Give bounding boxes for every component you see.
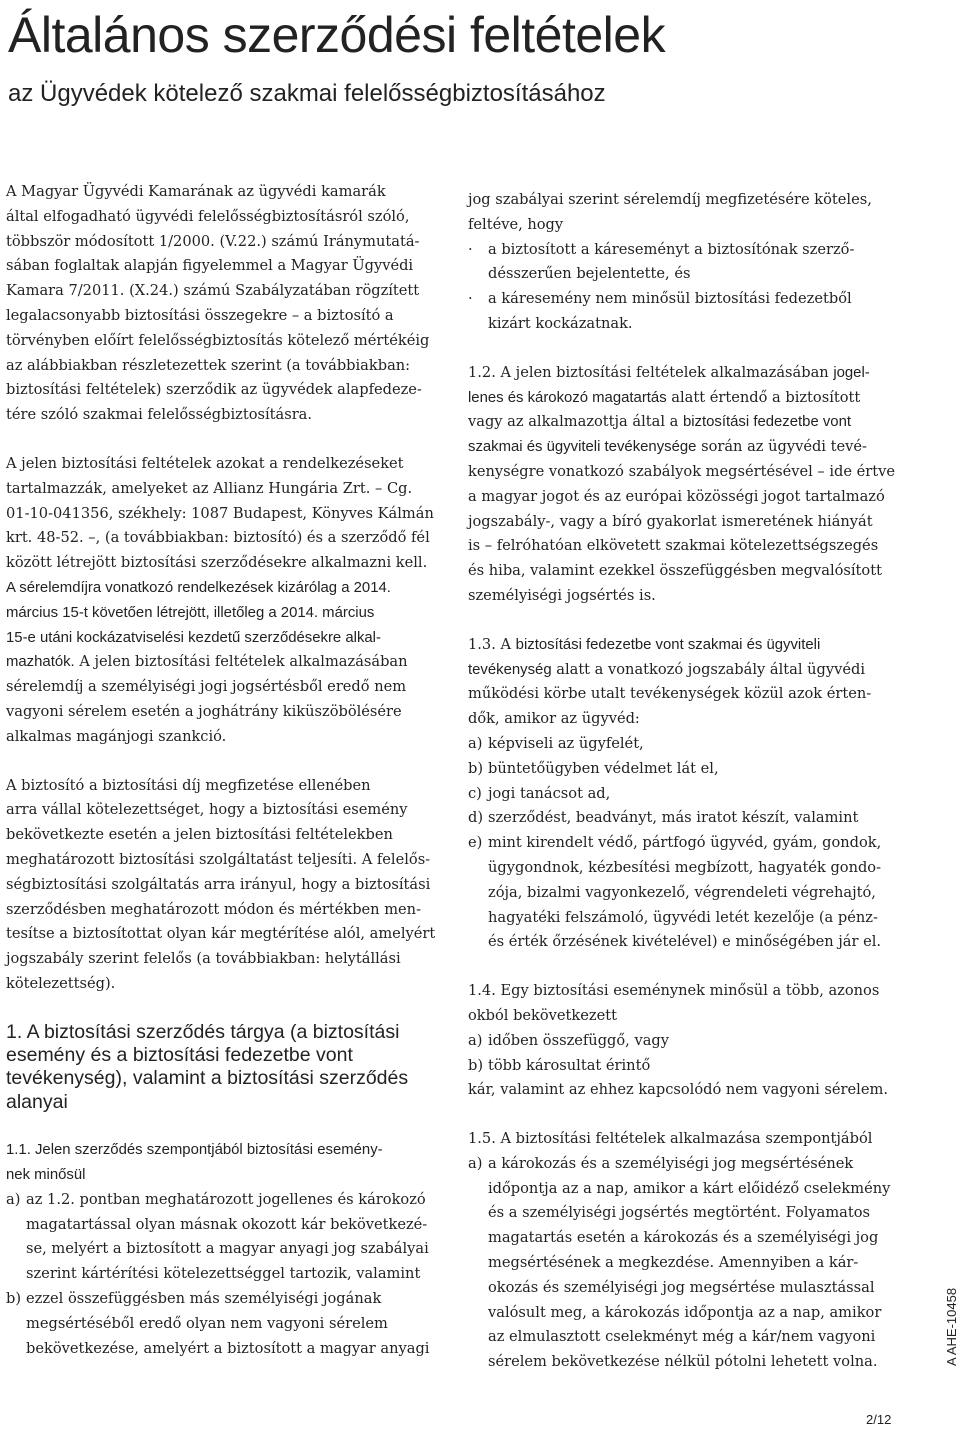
intro-paragraph-3 [6,774,446,997]
text-line: 01-10-041356, székhely: 1087 Budapest, Könyves Kálmán [6,504,434,522]
list-item [468,782,908,807]
list-item [468,1029,908,1054]
text-line [468,435,908,460]
text-line: feltéve, hogy [468,215,564,233]
text-span: A jelen biztosítási feltételek alkalmazásában [74,653,408,671]
text-line: ezzel összefüggésben más személyiségi jogának [26,1290,382,1308]
text-line: megsértéséből eredő olyan nem vagyoni sérelem [26,1314,388,1332]
list-marker: a) [468,1154,483,1172]
text-line: bekövetkezte esetén a jelen biztosítási feltételekben [6,826,393,844]
text-line: okból bekövetkezett [468,1006,617,1024]
list-item [6,1188,446,1287]
text-line: büntetőügyben védelmet lát el, [488,759,719,777]
text-line: a biztosított a káreseményt a biztosítónak szerző- [488,240,855,258]
text-line [468,633,908,658]
text-line: tesítse a biztosítottat olyan kár megtérítése alól, amelyért [6,925,436,943]
list-item [468,732,908,757]
bullet-item [468,287,908,337]
text-line: magatartás esetén a károkozás és a személyiségi jog [488,1229,879,1247]
list-marker: b) [6,1290,22,1308]
text-line: valósult meg, a károkozás időpontja az a nap, amikor [488,1303,882,1321]
list-item [6,1287,446,1361]
text-line [468,386,908,411]
paragraph-1-2 [468,361,908,609]
section-1-heading [6,1021,446,1115]
continued-paragraph [468,188,908,337]
text-span: 1.3. A [468,635,516,653]
text-line: krt. 48-52. –, (a továbbiakban: biztosító) és a szerződő fél [6,529,430,547]
text-line: magatartással olyan másnak okozott kár bekövetkezé- [26,1215,428,1233]
text-span: 1.2. A jelen biztosítási feltételek alkalmazásában [468,363,834,381]
bullet-marker: · [468,290,473,308]
text-line: jog szabályai szerint sérelemdíj megfizetésére köteles, [468,191,872,208]
text-line: zója, bizalmi vagyonkezelő, végrendeleti végrehajtó, [488,883,876,901]
text-line: sérelem bekövetkezése nélkül pótolni lehetett volna. [488,1353,878,1371]
text-line: jogi tanácsot ad, [488,784,611,802]
emphasis-line: 15-e utáni kockázatviselési kezdetű szerződésekre alkal- [6,629,381,646]
emphasis-text: biztosítási fedezetbe vont szakmai és ügyviteli [515,636,821,653]
document-code: A AHE-10458 [944,1287,959,1366]
text-line: az alábbiakban részletezettek szerint (a továbbiakban: [6,356,411,374]
text-line: szerződést, beadványt, más iratot készít, valamint [488,809,859,827]
text-line: sérelemdíj a személyiségi jogi jogsértésből eredő nem [6,678,407,696]
list-item [468,806,908,831]
text-line: jogszabály-, vagy a bíró gyakorlat ismeretének hiányát [468,512,873,530]
text-line: képviseli az ügyfelét, [488,734,644,752]
text-line: a káresemény nem minősül biztosítási fedezetből [488,290,852,308]
paragraph-1-3 [468,633,908,955]
emphasis-line: A sérelemdíjra vonatkozó rendelkezések kizárólag a 2014. [6,579,391,596]
text-line: időpontja az a nap, amikor a kárt előidéző cselekmény [488,1179,891,1197]
text-line: okozás és személyiségi jog megsértése mulasztással [488,1278,875,1296]
text-line: törvényben előírt felelősségbiztosítás kötelező mértékéig [6,331,430,349]
emphasis-text: szakmai és ügyviteli tevékenysége [468,439,697,456]
heading-line: 1. A biztosítási szerződés tárgya (a biztosítási [6,1020,400,1043]
text-span: során az ügyvédi tevé- [696,438,867,456]
emphasis-text: lenes és károkozó magatartás [468,389,667,406]
text-span: vagy az alkalmazottja által a [468,413,683,431]
text-line [6,1138,446,1163]
text-line: se, melyért a biztosított a magyar anyagi jog szabályai [26,1240,429,1258]
text-line: a magyar jogot és az európai közösségi jogot tartalmazó [468,487,885,505]
emphasis-text: tevékenység [468,661,552,678]
text-line: sában foglaltak alapján figyelemmel a Magyar Ügyvédi [6,257,414,275]
list-item [468,831,908,955]
text-line [468,658,908,683]
paragraph-1-4 [468,979,908,1103]
text-span: alatt értendő a biztosított [666,388,861,406]
text-line: többször módosított 1/2000. (V.22.) számú Iránymutatá- [6,232,420,250]
list-marker: a) [6,1190,21,1208]
text-line [468,361,908,386]
intro-paragraph-1 [6,180,446,428]
list-marker: c) [468,784,482,802]
text-line: A Magyar Ügyvédi Kamarának az ügyvédi kamarák [6,183,386,200]
list-marker: e) [468,834,483,852]
list-marker: b) [468,759,484,777]
text-line: 1.5. A biztosítási feltételek alkalmazása szempontjából [468,1130,873,1148]
text-line: bekövetkezése, amelyért a biztosított a magyar anyagi [26,1339,430,1357]
text-line: kár, valamint az ehhez kapcsolódó nem vagyoni sérelem. [468,1081,888,1099]
text-line [468,410,908,435]
text-line [6,650,446,675]
list-item [468,1152,908,1375]
emphasis-line: nek minősül [6,1167,86,1184]
text-line: és a személyiségi jogsértés megtörtént. Folyamatos [488,1204,871,1222]
list-marker: a) [468,1031,483,1049]
text-line: alkalmas magánjogi szankció. [6,727,227,745]
text-line: szerződésben meghatározott módon és mértékben men- [6,900,422,918]
text-line: kizárt kockázatnak. [488,314,633,332]
text-line: is – felróhatóan elkövetett szakmai kötelezettségszegés [468,537,879,555]
text-line: az elmulasztott cselekményt még a kár/nem vagyoni [488,1328,876,1346]
left-column [6,180,446,1361]
text-line: dők, amikor az ügyvéd: [468,710,640,728]
list-item [468,757,908,782]
emphasis-text: mazhatók. [6,654,75,671]
text-line: kötelezettség). [6,974,116,992]
intro-paragraph-2 [6,452,446,750]
paragraph-1-5 [468,1127,908,1375]
text-line: vagyoni sérelem esetén a joghátrány kiküszöbölésére [6,702,402,720]
emphasis-text: biztosítási fedezetbe vont [682,414,852,431]
text-line: ségbiztosítási szolgáltatás arra irányul, hogy a biztosítási [6,875,431,893]
list-marker: a) [468,734,483,752]
text-line: időben összefüggő, vagy [488,1031,669,1049]
text-line: személyiségi jogsértés is. [468,586,656,604]
text-line: meghatározott biztosítási szolgáltatást teljesíti. A felelős- [6,850,431,868]
bullet-marker: · [468,240,473,258]
text-line: 1.4. Egy biztosítási eseménynek minősül a több, azonos [468,982,880,1000]
text-line: biztosítási feltételek) szerződik az ügyvédek alapfedeze- [6,381,422,399]
text-line: tartalmazzák, amelyeket az Allianz Hungária Zrt. – Cg. [6,479,413,497]
text-line: a károkozás és a személyiségi jog megsértésének [488,1154,854,1172]
text-line: legalacsonyabb biztosítási összegekre – a biztosító a [6,306,394,324]
text-line: A biztosító a biztosítási díj megfizetése ellenében [6,776,371,794]
text-line: több károsultat érintő [488,1056,651,1074]
list-marker: b) [468,1056,484,1074]
heading-line: tevékenység), valamint a biztosítási szerződés [6,1067,409,1090]
text-line: között létrejött biztosítási szerződésekre alkalmazni kell. [6,554,428,572]
list-marker: d) [468,809,484,827]
text-line: és érték őrzésének kivételével) e minőségében jár el. [488,933,882,951]
text-line: ügygondnok, kézbesítési megbízott, hagyaték gondo- [488,858,882,876]
text-line: szerint kártérítési kötelezettséggel tartozik, valamint [26,1265,421,1283]
text-line: Kamara 7/2011. (X.24.) számú Szabályzatában rögzített [6,282,420,300]
emphasis-text: biztosítási esemény- [246,1142,383,1159]
text-span: alatt a vonatkozó jogszabály által ügyvédi [551,660,866,678]
right-column [468,188,908,1375]
emphasis-line: március 15-t követően létrejött, illetőleg a 2014. március [6,604,375,621]
emphasis-text: jogel- [833,364,870,381]
list-item [468,1054,908,1079]
text-line: désszerűen bejelentette, és [488,265,691,283]
text-span: 1.1. Jelen szerződés szempontjából [6,1142,247,1159]
text-line: mint kirendelt védő, pártfogó ügyvéd, gyám, gondok, [488,834,882,852]
text-line: kenységre vonatkozó szabályok megsértésével – ide értve [468,462,895,480]
text-line: tére szóló szakmai felelősségbiztosításra. [6,406,313,424]
heading-line: esemény és a biztosítási fedezetbe vont [6,1044,353,1067]
text-line: és hiba, valamint ezekkel összefüggésben megvalósított [468,562,882,580]
page-number: 2/12 [866,1412,892,1427]
text-line: A jelen biztosítási feltételek azokat a rendelkezéseket [6,454,404,472]
heading-line: alanyai [6,1090,68,1113]
document-title: Általános szerződési feltételek [8,7,666,63]
text-line: működési körbe utalt tevékenységek közül azok érten- [468,685,872,703]
bullet-item [468,238,908,288]
text-line: arra vállal kötelezettséget, hogy a biztosítási esemény [6,801,408,819]
text-line: jogszabály szerint felelős (a továbbiakban: helytállási [6,950,401,968]
text-line: által elfogadható ügyvédi felelősségbiztosításról szóló, [6,207,410,225]
text-line: az 1.2. pontban meghatározott jogellenes és károkozó [26,1190,426,1208]
text-line: hagyatéki felszámoló, ügyvédi letét kezelője (a pénz- [488,908,878,926]
paragraph-1-1 [6,1138,446,1361]
document-subtitle: az Ügyvédek kötelező szakmai felelősségbiztosításához [8,80,606,107]
text-line: megsértésének a megkezdése. Amennyiben a kár- [488,1254,859,1272]
